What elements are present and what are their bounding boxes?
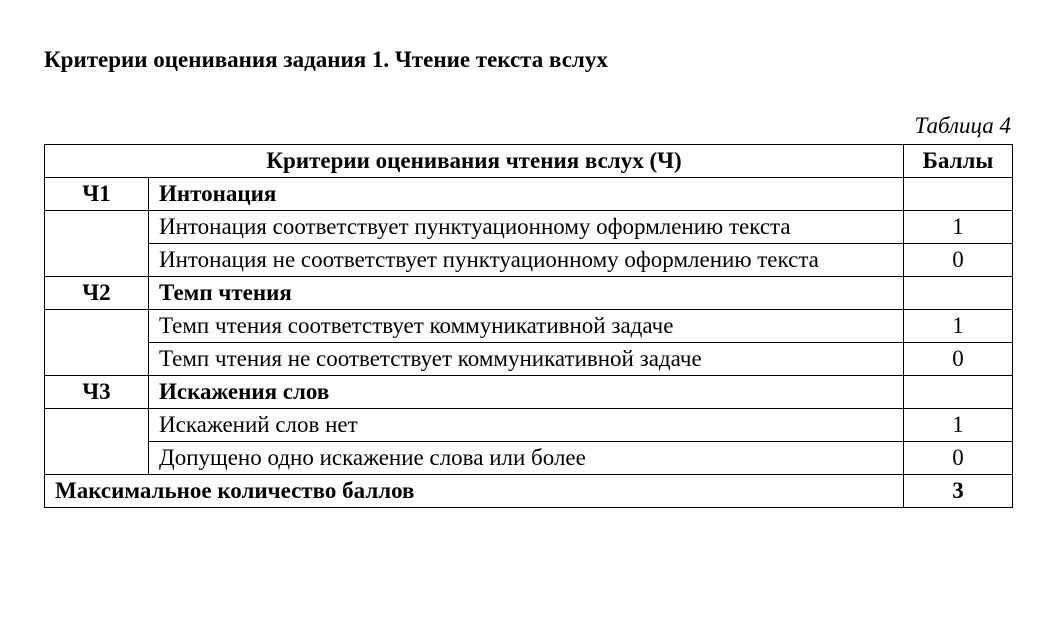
criterion-option-text: Допущено одно искажение слова или более: [149, 442, 904, 475]
criterion-option-row: [45, 211, 1013, 244]
criterion-option-text: Интонация соответствует пунктуационному оформлению текста: [149, 211, 904, 244]
criteria-table: [44, 144, 1013, 508]
criteria-header-cell: Критерии оценивания чтения вслух (Ч): [45, 145, 904, 178]
total-points: 3: [904, 475, 1013, 508]
criterion-option-row: [45, 409, 1013, 442]
criterion-option-text: Темп чтения соответствует коммуникативной задаче: [149, 310, 904, 343]
criterion-group-row: [45, 178, 1013, 211]
criterion-option-text: Искажений слов нет: [149, 409, 904, 442]
criterion-code: Ч3: [45, 376, 149, 409]
total-label: Максимальное количество баллов: [45, 475, 904, 508]
points-header-cell: Баллы: [904, 145, 1013, 178]
criterion-option-points: 0: [904, 442, 1013, 475]
total-row: [45, 475, 1013, 508]
criterion-option-points: 1: [904, 211, 1013, 244]
criterion-title: Темп чтения: [149, 277, 904, 310]
criterion-code: Ч1: [45, 178, 149, 211]
criterion-code-empty: [45, 310, 149, 376]
criterion-option-points: 1: [904, 409, 1013, 442]
criterion-code-empty: [45, 211, 149, 277]
criterion-option-text: Темп чтения не соответствует коммуникативной задаче: [149, 343, 904, 376]
criterion-code: Ч2: [45, 277, 149, 310]
criterion-points-empty: [904, 277, 1013, 310]
table-caption: Таблица 4: [914, 113, 1011, 138]
criterion-title: Интонация: [149, 178, 904, 211]
criterion-group-row: [45, 376, 1013, 409]
page-heading: Критерии оценивания задания 1. Чтение текста вслух: [44, 47, 608, 72]
criterion-option-row: [45, 244, 1013, 277]
criterion-option-points: 0: [904, 244, 1013, 277]
criterion-option-row: [45, 442, 1013, 475]
table-header-row: [45, 145, 1013, 178]
criterion-option-points: 0: [904, 343, 1013, 376]
criterion-code-empty: [45, 409, 149, 475]
criterion-title: Искажения слов: [149, 376, 904, 409]
criterion-option-row: [45, 310, 1013, 343]
criterion-points-empty: [904, 178, 1013, 211]
criterion-option-points: 1: [904, 310, 1013, 343]
criterion-option-text: Интонация не соответствует пунктуационному оформлению текста: [149, 244, 904, 277]
criterion-group-row: [45, 277, 1013, 310]
criterion-option-row: [45, 343, 1013, 376]
criterion-points-empty: [904, 376, 1013, 409]
